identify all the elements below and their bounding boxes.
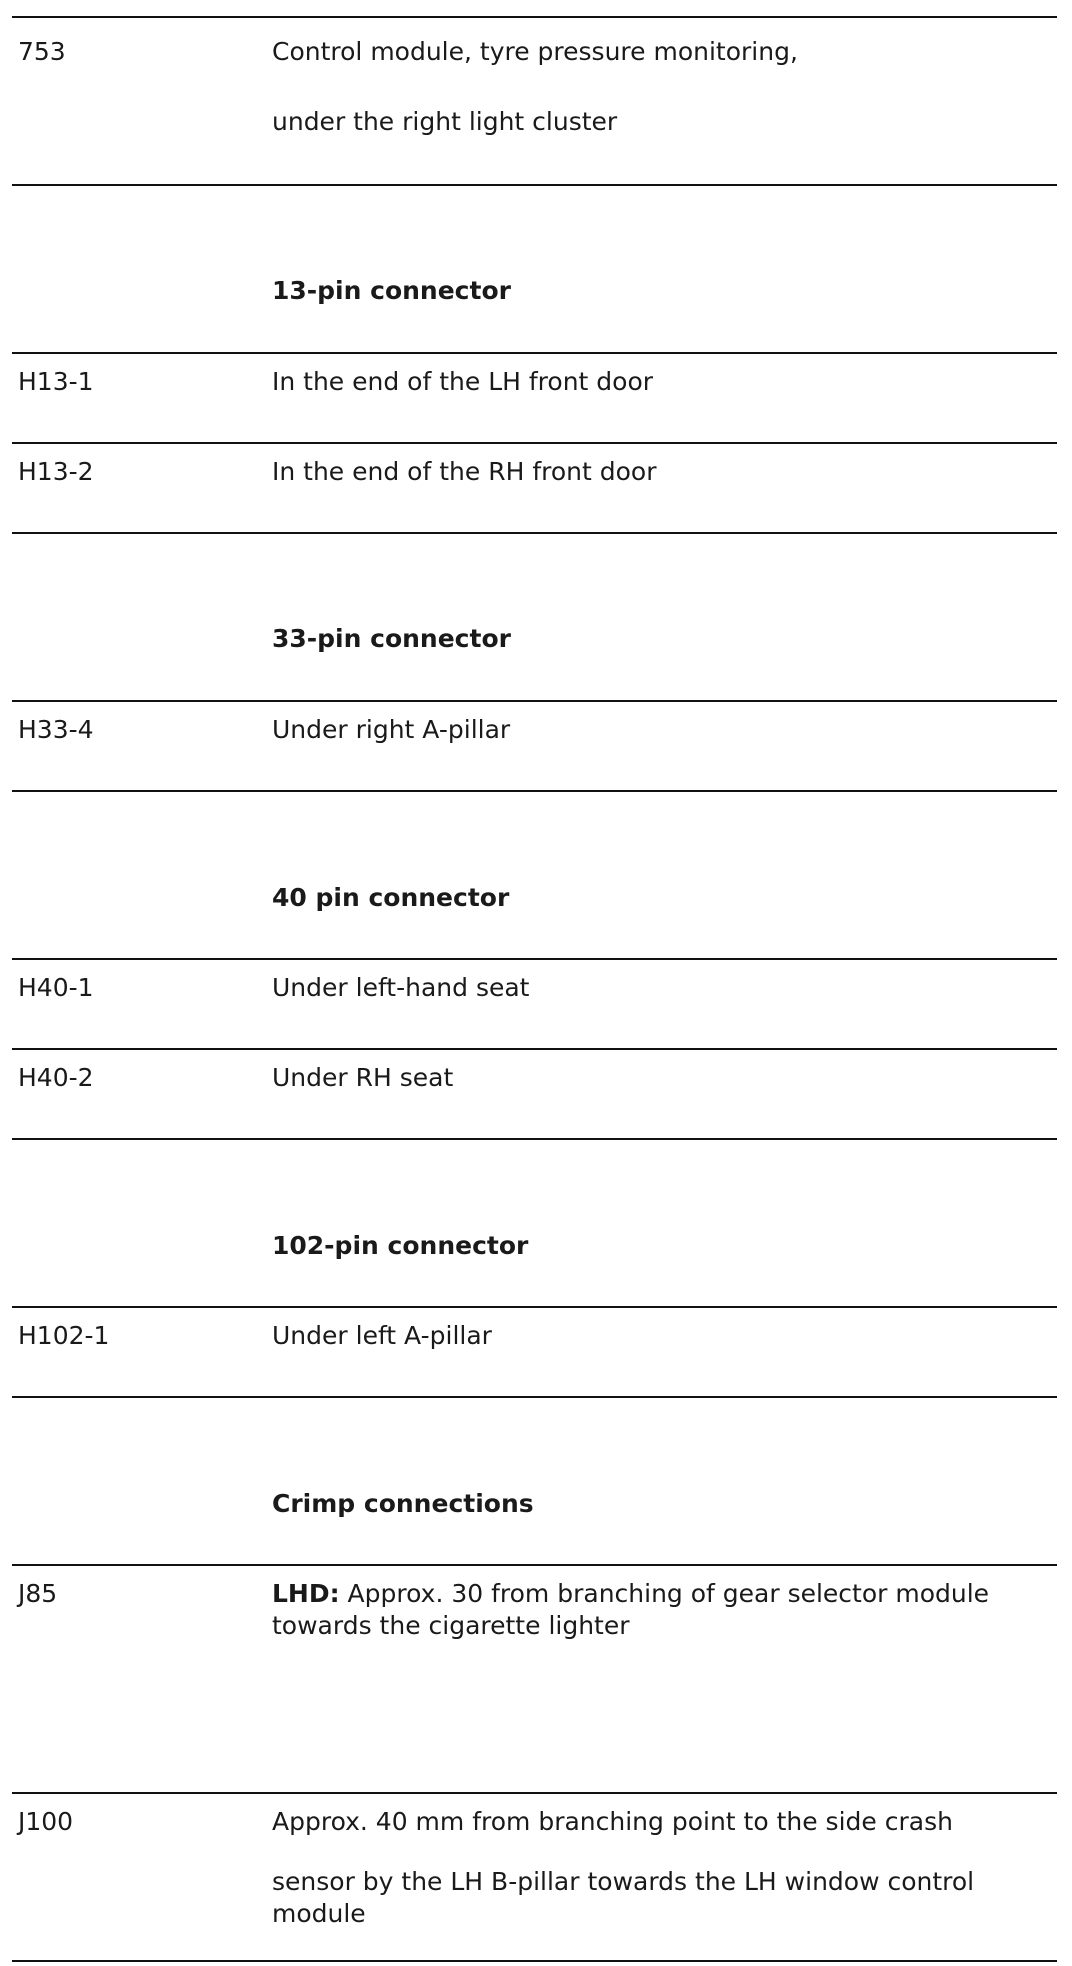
row-description: module xyxy=(272,1899,366,1928)
row-description: Control module, tyre pressure monitoring, xyxy=(272,37,798,66)
table-rule xyxy=(12,1306,1057,1308)
row-description: Under left-hand seat xyxy=(272,973,530,1002)
row-description: Approx. 40 mm from branching point to the side crash xyxy=(272,1807,953,1836)
row-code: H102-1 xyxy=(18,1321,110,1350)
section-header: 13-pin connector xyxy=(272,276,511,305)
row-description: Under left A-pillar xyxy=(272,1321,492,1350)
table-rule xyxy=(12,1564,1057,1566)
row-code: H40-1 xyxy=(18,973,94,1002)
table-rule xyxy=(12,958,1057,960)
row-code: H13-1 xyxy=(18,367,94,396)
section-header: Crimp connections xyxy=(272,1489,534,1518)
row-code: J85 xyxy=(18,1579,58,1608)
row-code: 753 xyxy=(18,37,66,66)
row-description: towards the cigarette lighter xyxy=(272,1611,630,1640)
table-rule xyxy=(12,1792,1057,1794)
table-rule xyxy=(12,1048,1057,1050)
table-rule xyxy=(12,184,1057,186)
row-code: H40-2 xyxy=(18,1063,94,1092)
table-rule xyxy=(12,16,1057,18)
row-description: In the end of the RH front door xyxy=(272,457,657,486)
row-code: J100 xyxy=(18,1807,74,1836)
table-rule xyxy=(12,700,1057,702)
table-rule xyxy=(12,352,1057,354)
row-description: Under right A-pillar xyxy=(272,715,511,744)
row-description: under the right light cluster xyxy=(272,107,618,136)
row-code: H13-2 xyxy=(18,457,94,486)
section-header: 40 pin connector xyxy=(272,883,510,912)
row-description-text: Approx. 30 from branching of gear selector module xyxy=(339,1579,990,1608)
table-rule xyxy=(12,1960,1057,1962)
row-description: Under RH seat xyxy=(272,1063,454,1092)
table-rule xyxy=(12,1138,1057,1140)
table-rule xyxy=(12,1396,1057,1398)
section-header: 102-pin connector xyxy=(272,1231,529,1260)
row-description xyxy=(272,1578,989,1610)
row-description: In the end of the LH front door xyxy=(272,367,654,396)
table-rule xyxy=(12,532,1057,534)
section-header: 33-pin connector xyxy=(272,624,511,653)
row-description: sensor by the LH B-pillar towards the LH window control xyxy=(272,1867,975,1896)
table-rule xyxy=(12,790,1057,792)
lhd-label: LHD: xyxy=(272,1579,340,1608)
row-code: H33-4 xyxy=(18,715,94,744)
table-rule xyxy=(12,442,1057,444)
